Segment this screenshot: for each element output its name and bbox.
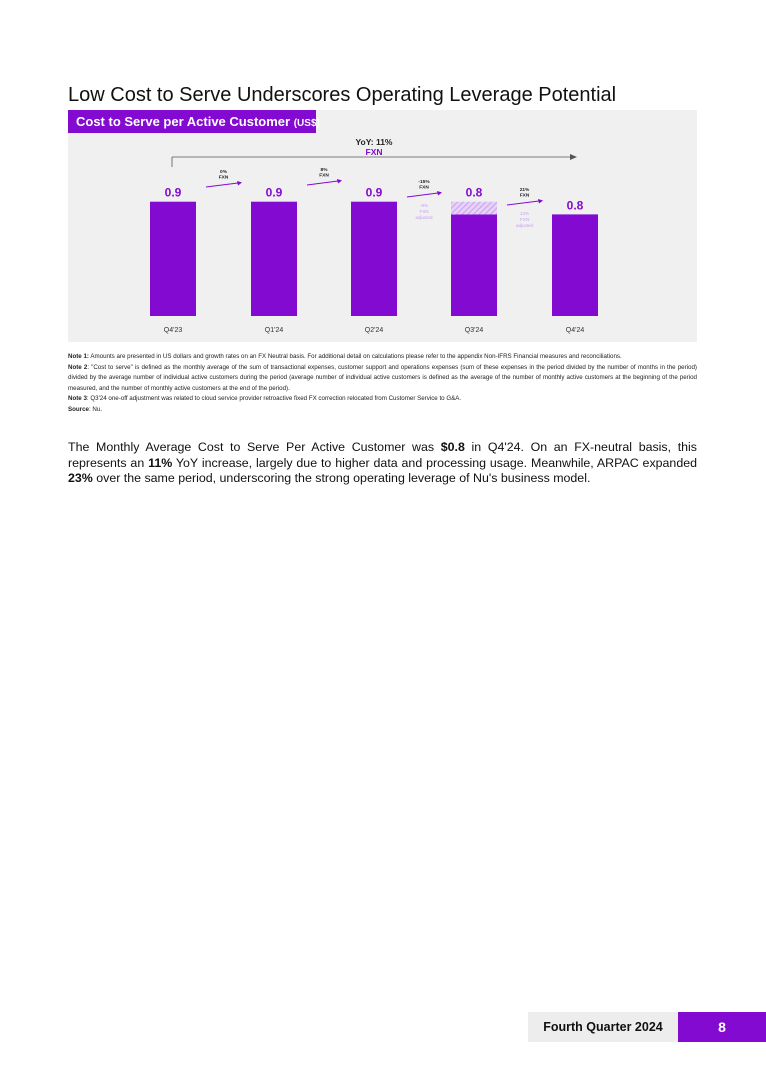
yoy-label: YoY: 11% [355,137,393,147]
growth-annotation-basis: FXN [218,175,229,181]
growth-annotation-basis: FXN [519,193,530,199]
growth-annotation-value: 21% [519,188,530,193]
note-text: Amounts are presented in US dollars and growth rates on an FX Neutral basis. For additional detail on calculations please refer to the appendix Non-IFRS Financial measures and reconciliations. [88,353,622,360]
growth-arrowhead [437,191,442,196]
bar [552,214,598,316]
note-source [68,405,697,416]
growth-arrowhead [237,181,242,186]
note-text: : Q3'24 one-off adjustment was related to cloud service provider retroactive fixed FX correction relocated from Customer Service to G&A. [86,395,462,403]
summary-highlight: 11% [148,455,173,470]
growth-annotation-value: 8% [320,168,328,173]
growth-annotation-basis: FXN [419,185,429,191]
summary-text: YoY increase, largely due to higher data and processing usage. Meanwhile, ARPAC expanded [172,455,697,470]
note-1 [68,352,697,363]
summary-text: in Q4'24. On an FX-neutral basis, this represents an [68,440,697,470]
note-label: Note 2 [68,363,88,371]
category-tick-label: Q3'24 [464,327,484,334]
growth-annotation-value: 0% [220,170,227,175]
bar-value-label: 0.8 [465,185,483,200]
footer-page-number: 8 [678,1012,766,1042]
growth-annotation-basis: FXN [319,173,329,179]
category-tick-label: Q4'23 [163,327,183,334]
note-text: : Nu. [88,405,103,413]
growth-adjusted-note: adjusted [515,223,534,228]
summary-paragraph [68,440,697,487]
growth-arrow-line [307,181,338,185]
chart-panel [68,110,697,342]
category-tick-label: Q4'24 [565,327,585,334]
bar [251,202,297,316]
note-label: Source [68,405,89,413]
bar-value-label: 0.9 [265,185,283,200]
page-title: Low Cost to Serve Underscores Operating Leverage Potential [68,84,617,106]
note-label: Note 1: [68,353,89,360]
yoy-arrowhead [570,154,577,160]
bar-value-label: 0.9 [365,185,383,200]
bar-value-label: 0.8 [566,198,584,213]
chart-title [68,110,320,133]
note-text: : "Cost to serve" is defined as the monthly average of the sum of transactional expenses, customer support and operations expenses (sum of these expenses in the period divided by the number of months in the period) divided by the average number of individual active customers during the period (average number of individual active customers is defined as the average of the number of monthly active customers at the beginning of the period measured, and the number of monthly active customers at the end of the period). [68,363,697,392]
bar [150,202,196,316]
summary-highlight: 23% [68,471,93,486]
yoy-sublabel: FXN [365,147,383,157]
growth-arrowhead [337,179,342,184]
growth-arrow-line [507,201,539,205]
summary-highlight: $0.8 [440,440,465,454]
category-tick-label: Q1'24 [264,327,284,334]
note-2 [68,363,697,395]
note-3 [68,394,697,405]
summary-text: The Monthly Average Cost to Serve Per Active Customer was [68,440,441,454]
growth-adjusted-note: -9% [419,203,429,208]
growth-annotation-value: -15% [418,180,430,185]
bar-value-label: 0.9 [164,185,182,200]
note-label: Note 3 [68,395,87,403]
bar-adjustment-segment [451,202,497,215]
category-tick-label: Q2'24 [364,327,384,334]
chart-title-unit: (US$) [293,118,320,129]
growth-adjusted-note: adjusted [415,215,433,220]
growth-arrow-line [407,193,438,197]
chart-title-text: Cost to Serve per Active Customer [76,114,291,129]
notes-block [68,352,697,416]
cost-to-serve-chart [68,110,697,342]
bar [451,214,497,316]
growth-arrowhead [538,199,543,204]
growth-adjusted-note: FXN [520,217,529,222]
footer-report-label: Fourth Quarter 2024 [528,1012,678,1042]
growth-adjusted-note: 13% [519,211,530,216]
growth-arrow-line [206,183,238,187]
bar [351,202,397,316]
summary-text: over the same period, underscoring the strong operating leverage of Nu's business model. [92,471,591,486]
growth-adjusted-note: FXN [419,209,429,214]
